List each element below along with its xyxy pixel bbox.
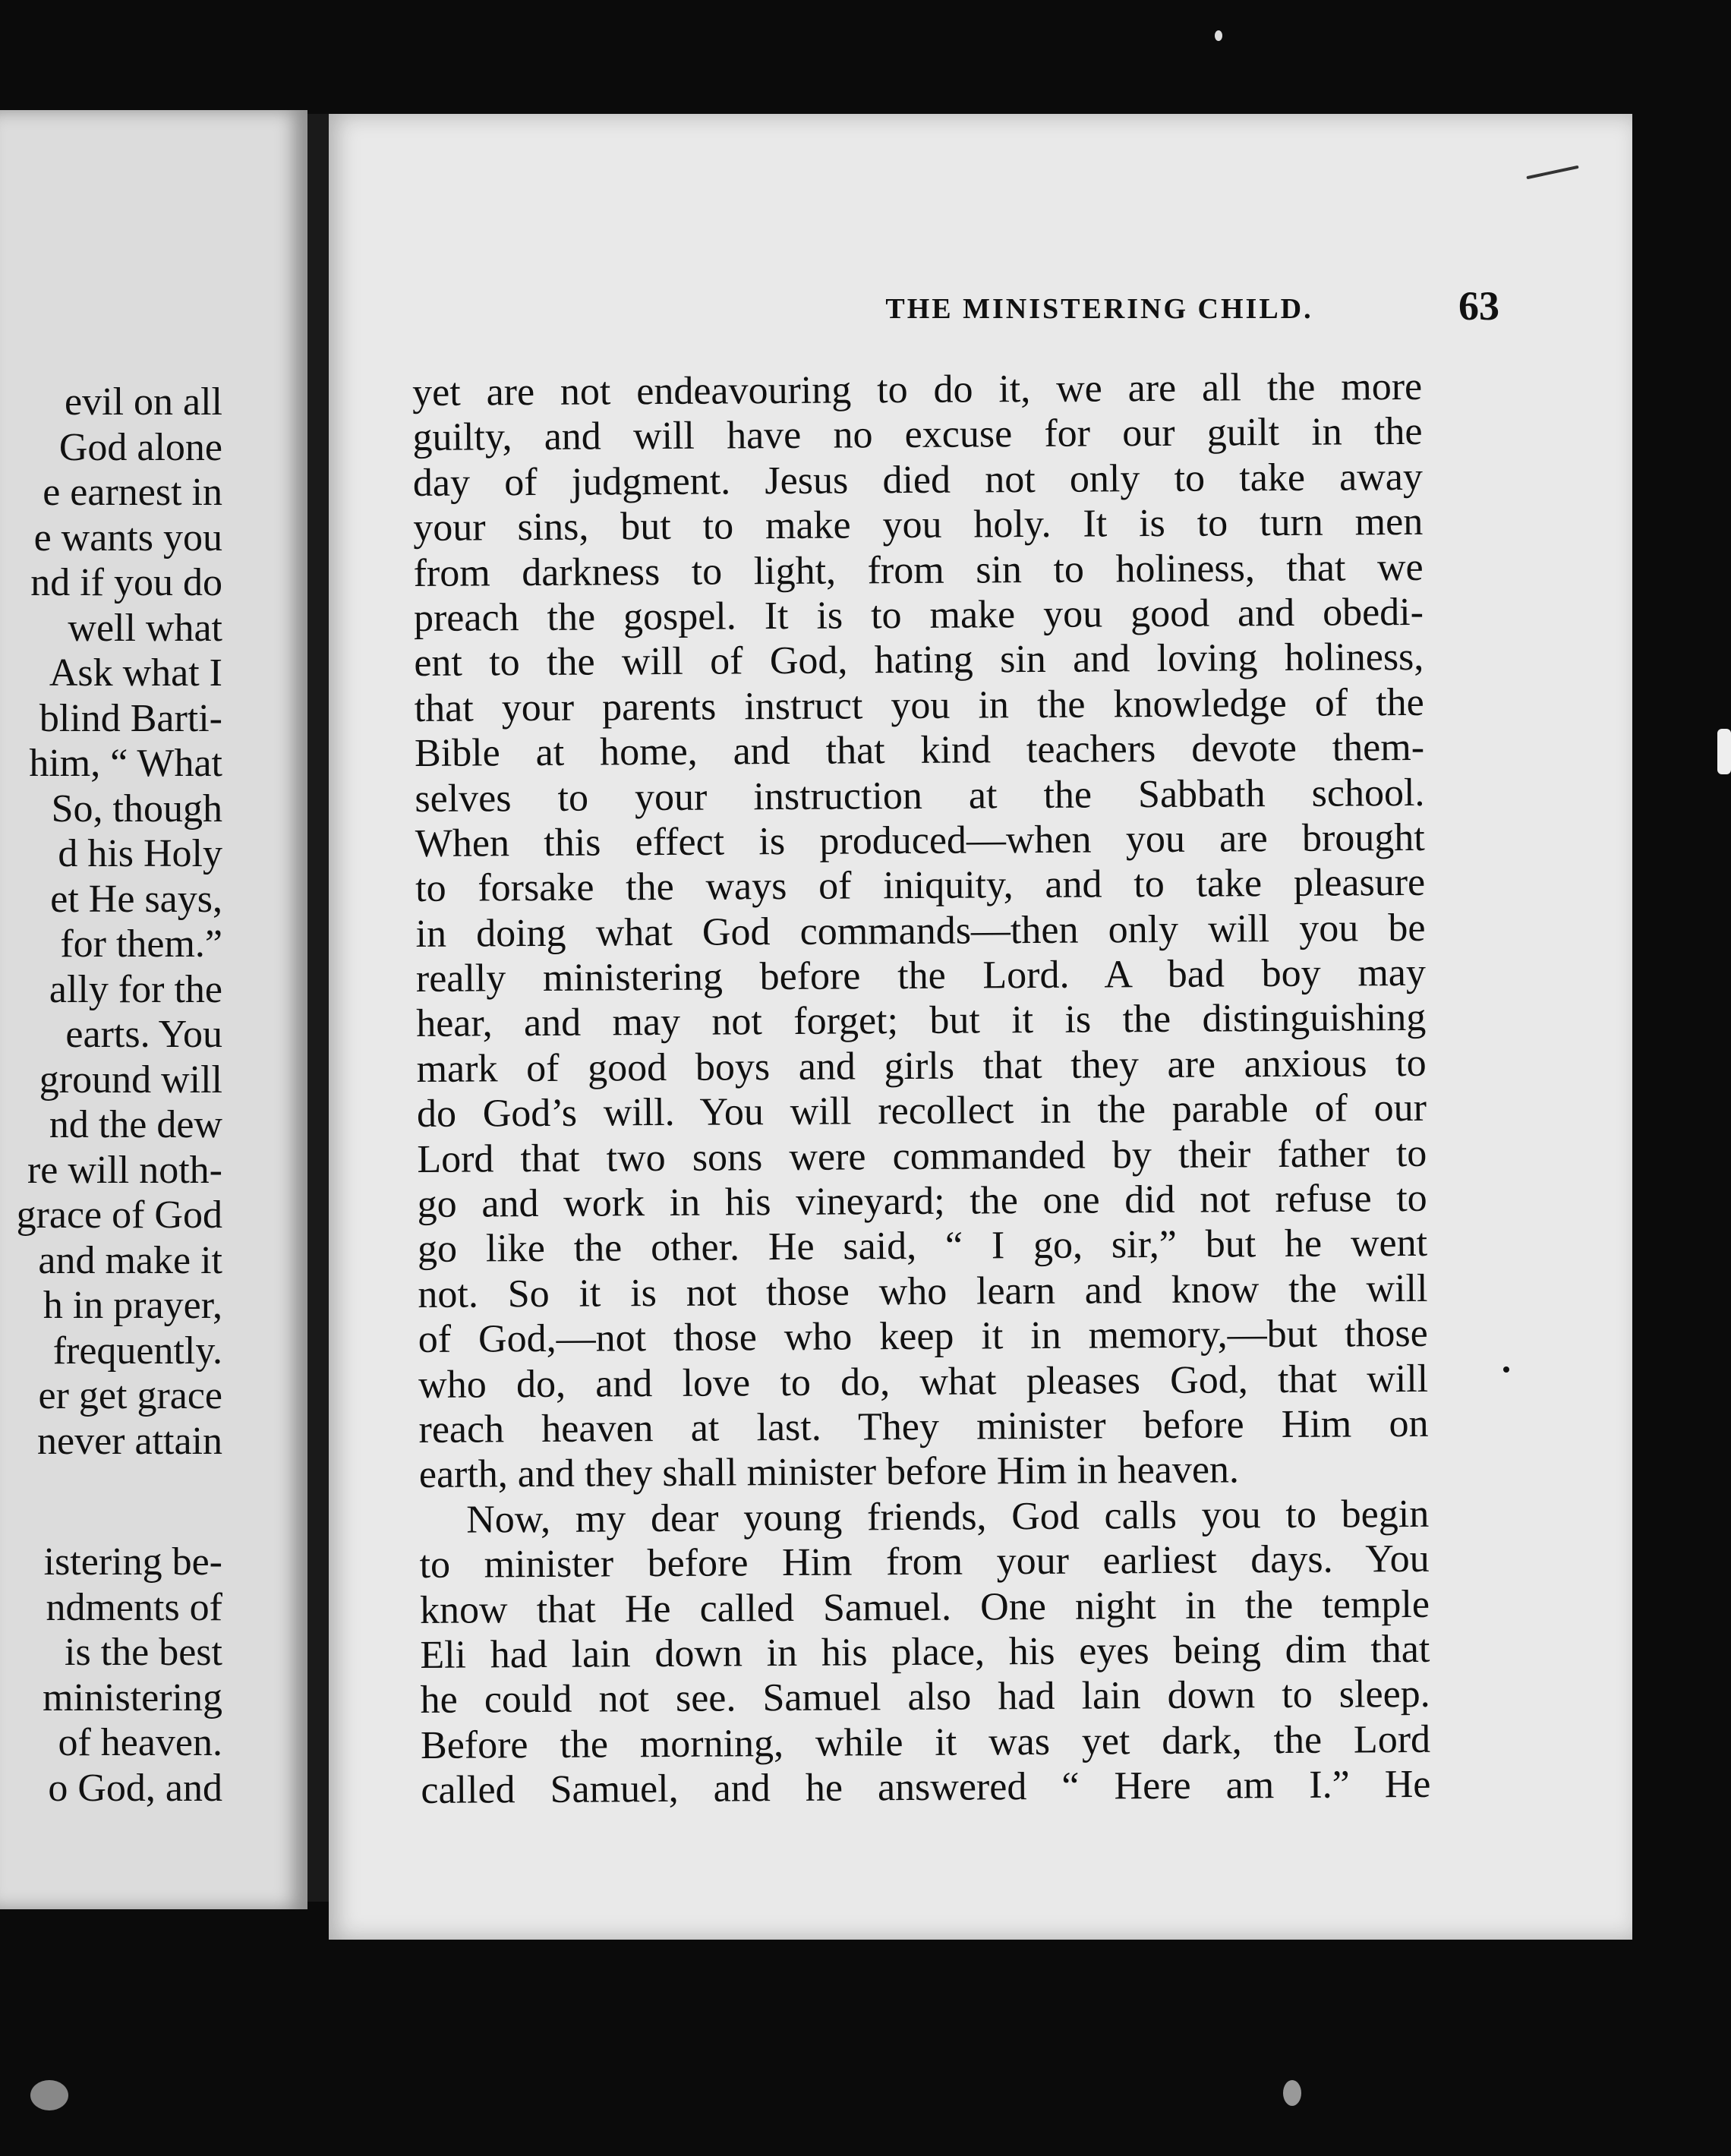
text-line: re will noth- <box>27 1148 222 1192</box>
text-line: from darkness to light, from sin to holiness, that we <box>413 545 1424 595</box>
text-line: go and work in his vineyard; the one did not refuse to <box>417 1176 1427 1227</box>
text-line: day of judgment. Jesus died not only to take away <box>412 455 1424 505</box>
text-line: Eli had lain down in his place, his eyes being dim that <box>420 1627 1430 1677</box>
text-line: e wants you <box>33 515 222 559</box>
text-line: him, “ What <box>29 742 222 785</box>
text-line: go like the other. He said, “ I go, sir,” but he went <box>417 1221 1428 1272</box>
text-line: earts. You <box>65 1013 222 1056</box>
text-line: ally for the <box>49 967 222 1011</box>
text-line: of God,—not those who keep it in memory,—but those <box>418 1312 1428 1362</box>
text-line: guilty, and will have no excuse for our guilt in the <box>412 410 1423 460</box>
text-line: reach heaven at last. They minister before Him on <box>418 1401 1429 1452</box>
text-line: do God’s will. You will recollect in the parable of our <box>416 1086 1427 1136</box>
body-text <box>412 364 1431 1814</box>
text-line: grace of God <box>16 1193 222 1237</box>
scan-speck <box>1283 2080 1301 2106</box>
text-line: nd the dew <box>49 1103 222 1146</box>
scan-speck <box>1215 30 1222 41</box>
left-page <box>0 110 307 1909</box>
text-line: Ask what I <box>49 651 222 695</box>
text-line: frequently. <box>52 1329 222 1373</box>
text-line: know that He called Samuel. One night in the temple <box>419 1582 1430 1632</box>
text-line: of heaven. <box>58 1721 222 1764</box>
page-number: 63 <box>1458 283 1499 329</box>
text-line: h in prayer, <box>43 1284 222 1327</box>
text-line: ministering <box>43 1675 222 1719</box>
text-line: Lord that two sons were commanded by their father to <box>417 1131 1427 1181</box>
text-line: hear, and may not forget; but it is the distinguishing <box>416 996 1427 1046</box>
text-line: When this effect is produced—when you are brought <box>415 815 1425 865</box>
text-line: that your parents instruct you in the knowledge of the <box>414 680 1424 730</box>
text-line: ndments of <box>46 1585 222 1629</box>
text-line: well what <box>68 606 222 650</box>
text-line: your sins, but to make you holy. It is to turn men <box>413 500 1424 550</box>
text-line: preach the gospel. It is to make you good and obedi- <box>413 590 1424 640</box>
text-line: Now, my dear young friends, God calls you to begin <box>466 1492 1430 1542</box>
text-line: not. So it is not those who learn and know the will <box>418 1266 1428 1316</box>
text-line: he could not see. Samuel also had lain down to sleep. <box>420 1672 1430 1723</box>
text-line: mark of good boys and girls that they are anxious to <box>416 1041 1427 1091</box>
text-line: to minister before Him from your earliest days. You <box>419 1537 1430 1587</box>
text-line: blind Barti- <box>39 696 222 740</box>
text-line: Before the morning, while it was yet dark, the Lord <box>420 1717 1431 1767</box>
text-line: o God, and <box>48 1766 222 1810</box>
scan-speck <box>1717 729 1731 774</box>
text-line: never attain <box>37 1419 222 1463</box>
running-head: THE MINISTERING CHILD. <box>885 293 1313 325</box>
text-line: God alone <box>58 425 222 469</box>
text-line: Bible at home, and that kind teachers devote them- <box>414 725 1425 776</box>
text-line: selves to your instruction at the Sabbath school. <box>415 771 1425 821</box>
text-line: is the best <box>65 1631 222 1674</box>
text-line: earth, and they shall minister before Him in heaven. <box>418 1448 1240 1497</box>
text-line: really ministering before the Lord. A bad boy may <box>415 950 1427 1001</box>
text-line: to forsake the ways of iniquity, and to take pleasure <box>415 861 1426 911</box>
text-line: in doing what God commands—then only will you be <box>415 906 1426 956</box>
text-line: ground will <box>39 1058 222 1102</box>
text-line: yet are not endeavouring to do it, we are all the more <box>412 364 1423 414</box>
text-line: er get grace <box>38 1374 222 1417</box>
text-line: et He says, <box>50 877 222 921</box>
text-line: d his Holy <box>58 832 222 875</box>
text-line: and make it <box>38 1238 222 1282</box>
text-line: ent to the will of God, hating sin and loving holiness, <box>414 635 1424 686</box>
text-line: who do, and love to do, what pleases God, that will <box>418 1357 1429 1407</box>
left-page-text <box>0 380 222 1811</box>
paragraph-gap <box>0 1464 222 1540</box>
text-line: evil on all <box>65 380 222 424</box>
text-line: So, though <box>51 786 222 831</box>
text-line: called Samuel, and he answered “ Here am I.” He <box>421 1762 1431 1813</box>
text-line: for them.” <box>60 922 222 966</box>
text-line: nd if you do <box>30 561 222 604</box>
scan-speck <box>30 2080 68 2110</box>
text-line: e earnest in <box>43 471 222 514</box>
scan-speck <box>1503 1366 1509 1373</box>
text-line: istering be- <box>43 1540 222 1584</box>
right-page <box>329 114 1632 1940</box>
